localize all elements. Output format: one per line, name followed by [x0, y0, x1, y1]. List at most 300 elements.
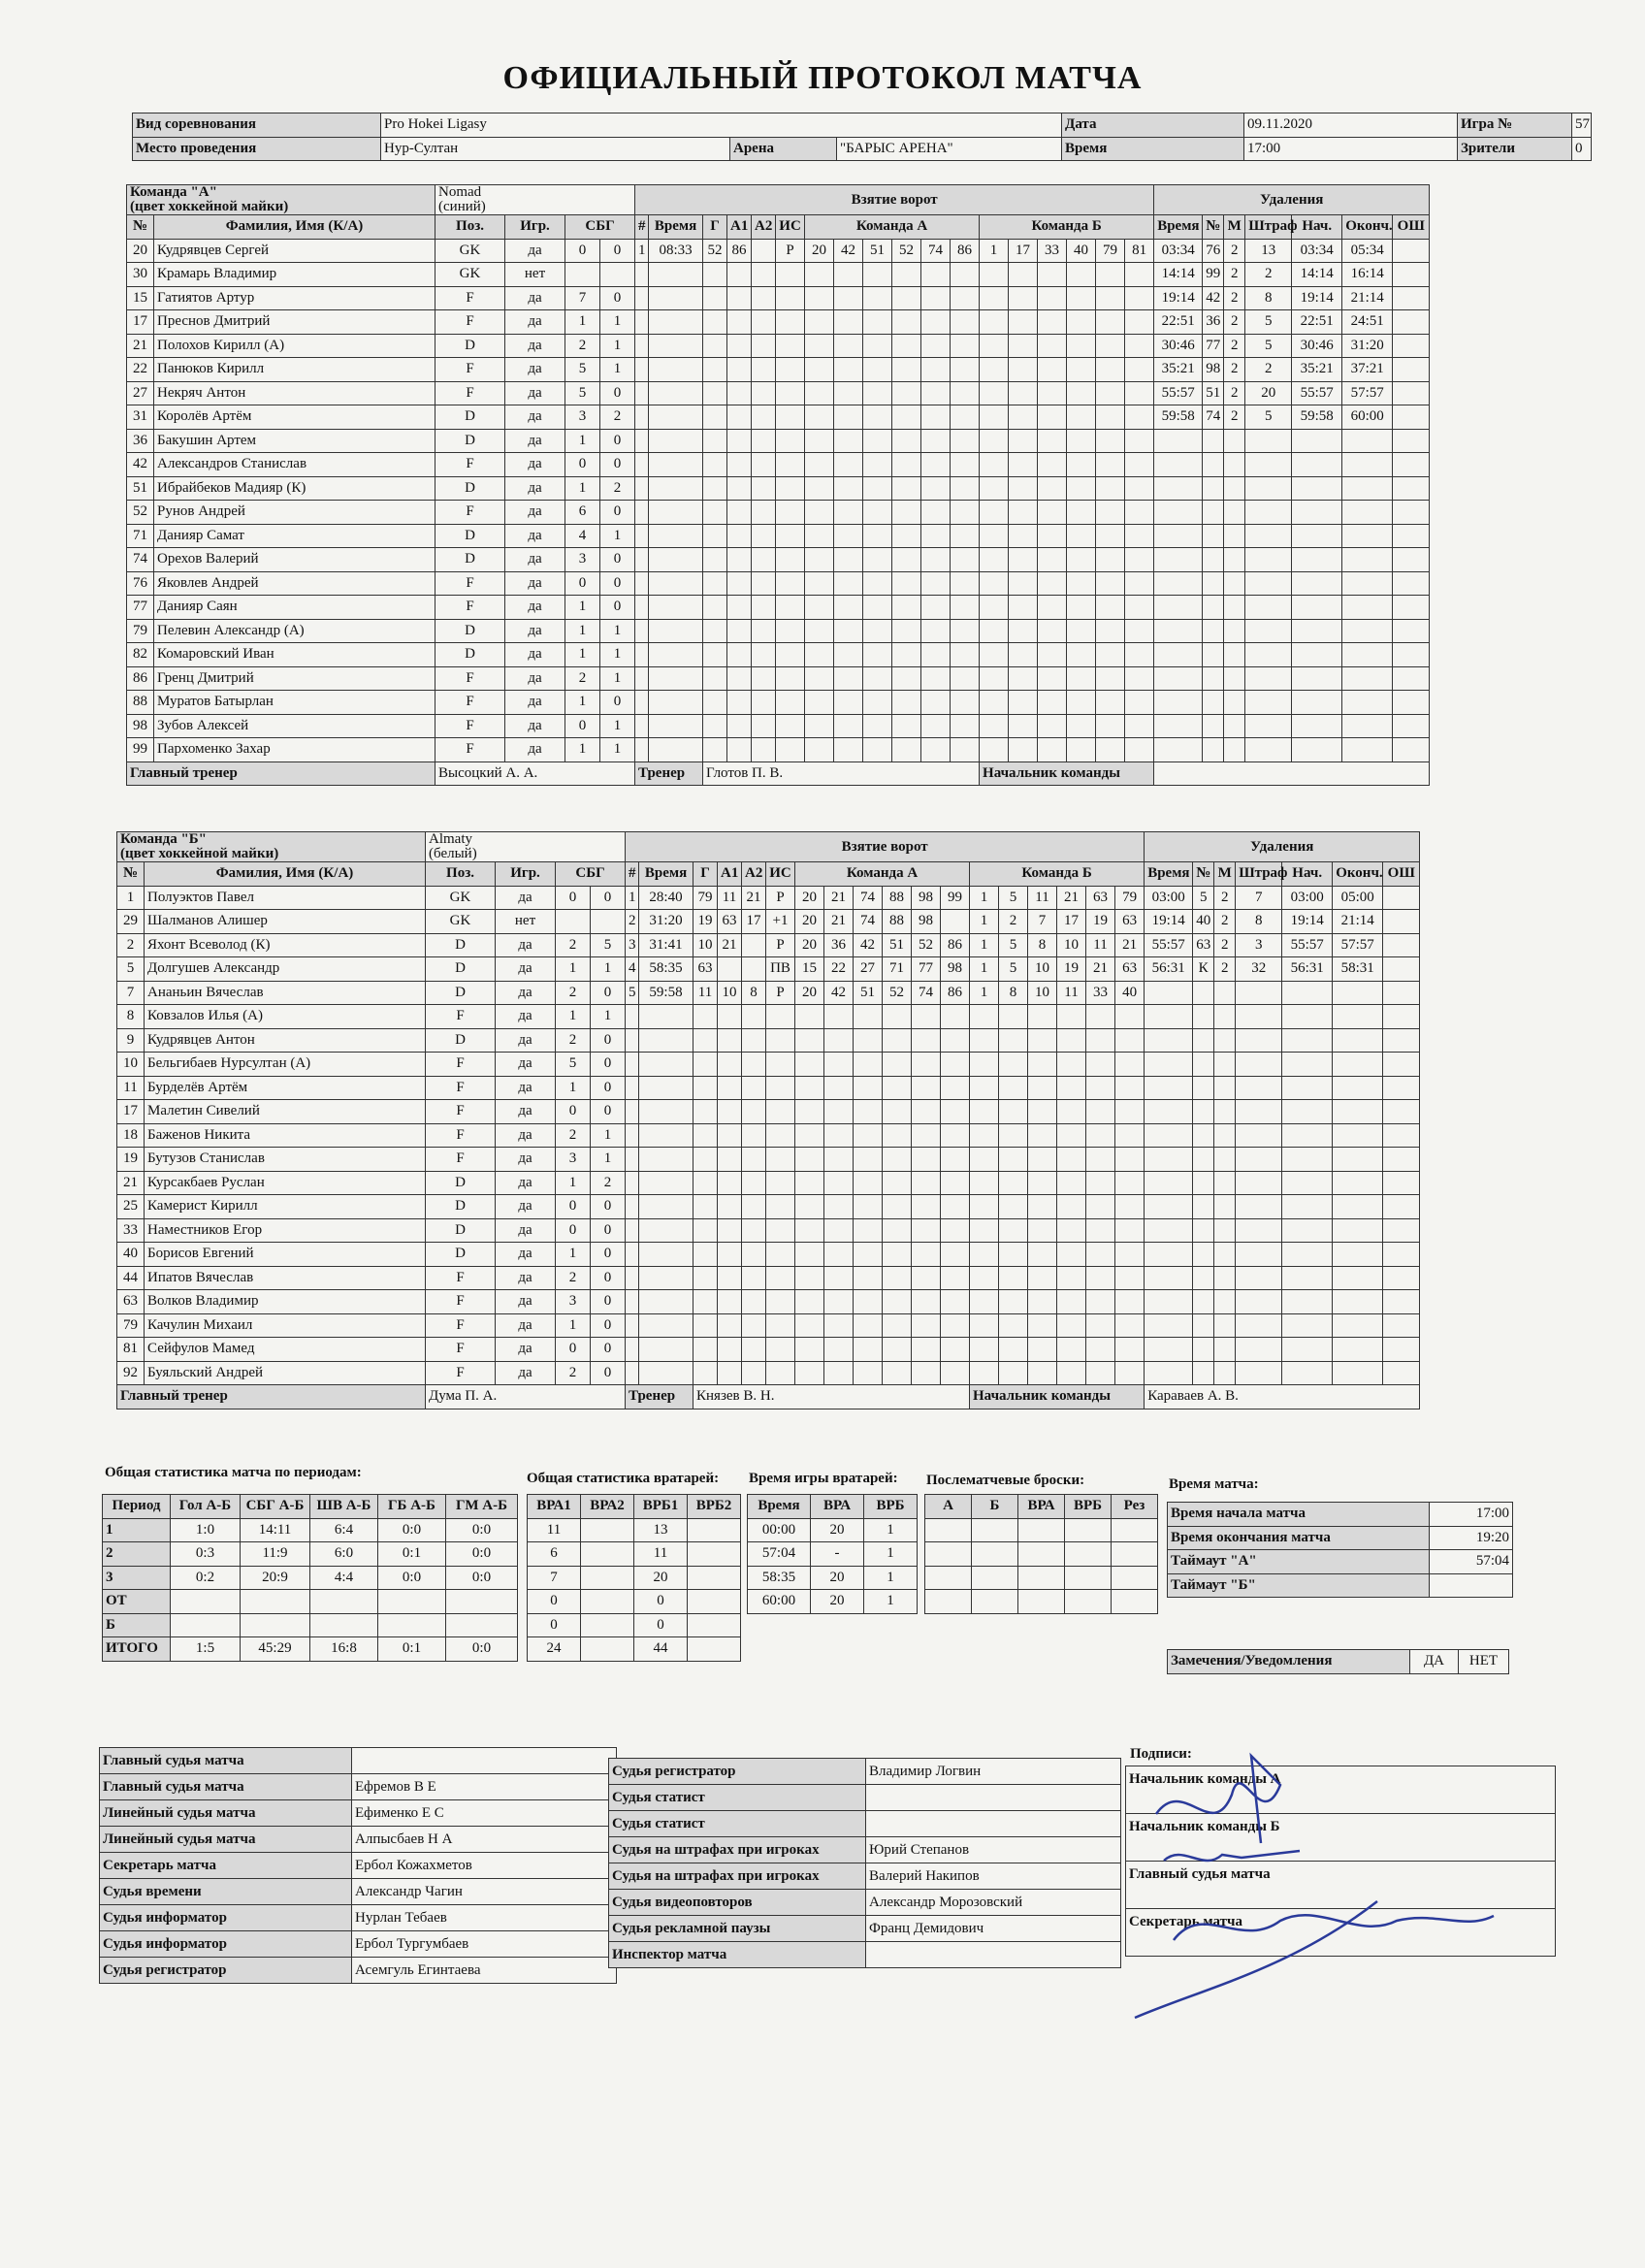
penalty-cell: 03:34 [1292, 239, 1342, 263]
goal-empty-cell [941, 1100, 970, 1124]
match-time-title: Время матча: [1169, 1476, 1259, 1492]
table-row [117, 910, 1420, 934]
goal-empty-cell [742, 1076, 766, 1100]
penalty-empty-cell [1203, 453, 1224, 477]
table-row [127, 381, 1430, 405]
official-role: Судья рекламной паузы [609, 1916, 866, 1942]
goal-empty-cell [1038, 524, 1067, 548]
shootout-row-cell [972, 1542, 1018, 1567]
goal-empty-cell [752, 263, 776, 287]
goalie-stat-row-cell: 11 [634, 1542, 688, 1567]
player-sbg-2: 1 [600, 619, 635, 643]
player-position: F [435, 310, 505, 335]
period-row-cell: 16:8 [310, 1637, 378, 1662]
penalty-empty-cell [1193, 1243, 1214, 1267]
remarks-no[interactable]: НЕТ [1459, 1650, 1509, 1674]
goal-empty-cell [626, 1266, 639, 1290]
table-row [117, 1123, 1420, 1148]
goal-situation: Р [766, 981, 795, 1005]
goal-empty-cell [649, 476, 703, 501]
penalty-cell: 99 [1203, 263, 1224, 287]
penalty-empty-cell [1292, 666, 1342, 691]
goal-empty-cell [1028, 1290, 1057, 1314]
player-sbg-1: 1 [565, 691, 600, 715]
penalty-empty-cell [1193, 1148, 1214, 1172]
goalie-time-row-cell: 1 [864, 1566, 918, 1590]
goal-empty-cell [1067, 571, 1096, 596]
goal-empty-cell [766, 1338, 795, 1362]
penalty-empty-cell [1214, 1028, 1236, 1053]
player-played: да [496, 1218, 556, 1243]
official-row [100, 1800, 617, 1827]
on-ice-a: 22 [824, 957, 854, 982]
penalty-empty-cell [1193, 1195, 1214, 1219]
official-role: Главный судья матча [100, 1748, 352, 1774]
goalie-stats-title: Общая статистика вратарей: [527, 1471, 720, 1486]
goal-empty-cell [752, 714, 776, 738]
official-name: Александр Чагин [352, 1879, 617, 1905]
goal-empty-cell [980, 714, 1009, 738]
goal-empty-cell [703, 310, 727, 335]
goal-empty-cell [805, 643, 834, 667]
goal-empty-cell [1125, 548, 1154, 572]
goal-empty-cell [999, 1313, 1028, 1338]
penalty-empty-cell [1236, 1123, 1282, 1148]
penalty-empty-cell [1333, 1005, 1383, 1029]
goal-empty-cell [912, 1028, 941, 1053]
goal-empty-cell [834, 643, 863, 667]
team-chief-label: Начальник команды [980, 761, 1154, 786]
goal-empty-cell [1096, 714, 1125, 738]
goal-empty-cell [863, 571, 892, 596]
goalie-stats-table [527, 1494, 741, 1662]
penalty-empty-cell [1236, 1243, 1282, 1267]
penalty-cell: 8 [1236, 910, 1282, 934]
penalty-empty-cell [1292, 596, 1342, 620]
col-team-a-on-ice: Команда А [795, 862, 970, 887]
goal-assist1 [718, 957, 742, 982]
official-role: Судья регистратор [609, 1759, 866, 1785]
official-name [866, 1785, 1121, 1811]
goal-empty-cell [805, 334, 834, 358]
penalty-cell: 8 [1245, 286, 1292, 310]
penalty-empty-cell [1292, 429, 1342, 453]
goal-empty-cell [649, 619, 703, 643]
player-position: D [435, 548, 505, 572]
goal-empty-cell [805, 596, 834, 620]
penalty-cell: 05:34 [1342, 239, 1393, 263]
team-heading [127, 185, 435, 215]
goal-empty-cell [921, 666, 951, 691]
goal-empty-cell [693, 1243, 718, 1267]
coach-label: Тренер [626, 1385, 693, 1409]
goal-empty-cell [742, 1361, 766, 1385]
penalty-cell: 03:00 [1145, 886, 1193, 910]
player-position: F [426, 1053, 496, 1077]
penalty-cell: 35:21 [1292, 358, 1342, 382]
goal-empty-cell [912, 1005, 941, 1029]
period-row-cell: 0:0 [446, 1566, 518, 1590]
goal-empty-cell [951, 643, 980, 667]
goal-empty-cell [1067, 453, 1096, 477]
goal-empty-cell [1125, 286, 1154, 310]
goal-empty-cell [1086, 1266, 1115, 1290]
penalty-empty-cell [1342, 501, 1393, 525]
penalty-cell: 7 [1236, 886, 1282, 910]
goalie-stat-row-cell [688, 1518, 741, 1542]
official-row [609, 1942, 1121, 1968]
goal-empty-cell [693, 1053, 718, 1077]
goal-empty-cell [912, 1361, 941, 1385]
goal-empty-cell [1096, 263, 1125, 287]
goal-empty-cell [834, 310, 863, 335]
on-ice-a: 86 [941, 933, 970, 957]
goal-assist2 [742, 933, 766, 957]
period-row-cell: 0:0 [446, 1542, 518, 1567]
penalty-empty-cell [1236, 1313, 1282, 1338]
player-position: F [435, 381, 505, 405]
official-role: Судья на штрафах при игроках [609, 1837, 866, 1863]
goal-empty-cell [639, 1148, 693, 1172]
player-name: Комаровский Иван [154, 643, 435, 667]
player-played: да [496, 1123, 556, 1148]
goal-empty-cell [1096, 571, 1125, 596]
penalty-empty-cell [1145, 1218, 1193, 1243]
penalty-cell: 77 [1203, 334, 1224, 358]
place-value: Нур-Султан [381, 137, 730, 161]
official-role: Секретарь матча [100, 1853, 352, 1879]
player-position: F [426, 1266, 496, 1290]
goal-assist1: 11 [718, 886, 742, 910]
goal-empty-cell [921, 643, 951, 667]
goal-empty-cell [1125, 738, 1154, 762]
goal-empty-cell [776, 334, 805, 358]
goal-empty-cell [854, 1148, 883, 1172]
goal-empty-cell [941, 1171, 970, 1195]
penalty-empty-cell [1224, 571, 1245, 596]
player-sbg-1: 6 [565, 501, 600, 525]
goal-empty-cell [626, 1243, 639, 1267]
goal-empty-cell [1115, 1123, 1145, 1148]
penalty-empty-cell [1154, 619, 1203, 643]
goal-empty-cell [1028, 1266, 1057, 1290]
penalty-empty-cell [1203, 524, 1224, 548]
col-sbg: СБГ [565, 215, 635, 240]
penalty-empty-cell [1342, 429, 1393, 453]
penalty-empty-cell [1342, 453, 1393, 477]
goal-empty-cell [1038, 358, 1067, 382]
goalie-time-row-cell: 57:04 [748, 1542, 811, 1567]
penalty-cell: 21:14 [1342, 286, 1393, 310]
goal-empty-cell [693, 1028, 718, 1053]
player-number: 79 [117, 1313, 145, 1338]
goal-empty-cell [1009, 381, 1038, 405]
penalty-empty-cell [1224, 619, 1245, 643]
goal-empty-cell [649, 524, 703, 548]
goal-assist2: 21 [742, 886, 766, 910]
penalty-cell: 19:14 [1292, 286, 1342, 310]
period-row [103, 1518, 518, 1542]
penalty-empty-cell [1292, 501, 1342, 525]
goal-empty-cell [805, 738, 834, 762]
period-row-cell: 0:0 [446, 1637, 518, 1662]
player-sbg-1: 5 [565, 358, 600, 382]
goal-empty-cell [1038, 666, 1067, 691]
goal-empty-cell [693, 1266, 718, 1290]
goal-empty-cell [1125, 524, 1154, 548]
goal-empty-cell [912, 1243, 941, 1267]
goal-assist1: 21 [718, 933, 742, 957]
signature-referee [1174, 1915, 1494, 1940]
player-position: F [426, 1361, 496, 1385]
penalty-empty-cell [1193, 1338, 1214, 1362]
goal-empty-cell [776, 691, 805, 715]
penalty-cell: 2 [1214, 886, 1236, 910]
goal-empty-cell [863, 334, 892, 358]
col-pos: Поз. [426, 862, 496, 887]
goal-empty-cell [766, 1053, 795, 1077]
player-position: F [426, 1148, 496, 1172]
penalty-empty-cell [1342, 666, 1393, 691]
goal-empty-cell [854, 1195, 883, 1219]
penalty-empty-cell [1333, 1076, 1383, 1100]
head-coach-value: Высоцкий А. А. [435, 761, 635, 786]
official-name: Юрий Степанов [866, 1837, 1121, 1863]
goal-empty-cell [649, 453, 703, 477]
goal-empty-cell [1125, 358, 1154, 382]
penalty-empty-cell [1145, 1053, 1193, 1077]
player-name: Наместников Егор [145, 1218, 426, 1243]
goal-empty-cell [776, 524, 805, 548]
goal-empty-cell [635, 358, 649, 382]
goal-empty-cell [1115, 1171, 1145, 1195]
goal-num: 1 [626, 886, 639, 910]
player-sbg-2: 0 [591, 1028, 626, 1053]
goal-empty-cell [1067, 334, 1096, 358]
player-sbg-2: 0 [600, 381, 635, 405]
signature-chief-a [1156, 1756, 1280, 1843]
goal-empty-cell [626, 1361, 639, 1385]
col-assist2: А2 [742, 862, 766, 887]
header-cell: ВРА [1018, 1495, 1065, 1519]
penalty-empty-cell [1393, 666, 1430, 691]
goal-empty-cell [999, 1243, 1028, 1267]
official-row [100, 1853, 617, 1879]
col-pen-num: № [1203, 215, 1224, 240]
goal-empty-cell [980, 643, 1009, 667]
goal-empty-cell [980, 263, 1009, 287]
goal-empty-cell [1115, 1053, 1145, 1077]
goal-empty-cell [1067, 501, 1096, 525]
goal-empty-cell [863, 310, 892, 335]
goal-empty-cell [1038, 429, 1067, 453]
on-ice-b: 40 [1067, 239, 1096, 263]
goal-empty-cell [1009, 738, 1038, 762]
penalty-empty-cell [1292, 714, 1342, 738]
player-sbg-1: 1 [556, 1005, 591, 1029]
goal-empty-cell [649, 405, 703, 430]
player-position: F [435, 501, 505, 525]
goal-empty-cell [639, 1338, 693, 1362]
penalty-empty-cell [1154, 643, 1203, 667]
goal-empty-cell [1086, 1100, 1115, 1124]
period-row-cell: 1:5 [171, 1637, 241, 1662]
goal-empty-cell [1067, 548, 1096, 572]
time-label: Время [1062, 137, 1244, 161]
penalty-cell: 2 [1224, 334, 1245, 358]
player-sbg-2: 2 [600, 405, 635, 430]
goal-empty-cell [805, 524, 834, 548]
penalty-empty-cell [1214, 1361, 1236, 1385]
goal-empty-cell [1067, 619, 1096, 643]
player-number: 21 [127, 334, 154, 358]
goal-assist1: 10 [718, 981, 742, 1005]
official-row [609, 1837, 1121, 1863]
shootout-row-cell [1065, 1542, 1112, 1567]
penalty-empty-cell [1224, 643, 1245, 667]
goal-empty-cell [892, 286, 921, 310]
goal-empty-cell [795, 1148, 824, 1172]
player-name: Бакушин Артем [154, 429, 435, 453]
player-sbg-2: 0 [600, 596, 635, 620]
goal-empty-cell [639, 1028, 693, 1053]
goalie-stat-row-cell [581, 1613, 634, 1637]
goal-empty-cell [951, 358, 980, 382]
on-ice-b: 1 [970, 981, 999, 1005]
goal-empty-cell [863, 738, 892, 762]
on-ice-a: 52 [912, 933, 941, 957]
penalty-empty-cell [1145, 1338, 1193, 1362]
header-cell: Период [103, 1495, 171, 1519]
goal-empty-cell [1038, 619, 1067, 643]
on-ice-a: 51 [863, 239, 892, 263]
goal-empty-cell [635, 429, 649, 453]
goal-empty-cell [970, 1290, 999, 1314]
on-ice-b: 8 [999, 981, 1028, 1005]
goal-empty-cell [980, 596, 1009, 620]
goal-empty-cell [863, 524, 892, 548]
penalty-empty-cell [1224, 501, 1245, 525]
goal-empty-cell [863, 405, 892, 430]
goal-empty-cell [970, 1100, 999, 1124]
goal-empty-cell [1028, 1361, 1057, 1385]
goal-empty-cell [980, 405, 1009, 430]
penalty-cell: 5 [1245, 334, 1292, 358]
shootout-row-cell [1112, 1518, 1158, 1542]
goal-empty-cell [1125, 643, 1154, 667]
penalty-empty-cell [1203, 501, 1224, 525]
goal-empty-cell [649, 666, 703, 691]
player-position: D [435, 619, 505, 643]
player-sbg-1: 5 [565, 381, 600, 405]
player-sbg-2: 1 [600, 334, 635, 358]
goal-empty-cell [727, 738, 752, 762]
goal-empty-cell [912, 1100, 941, 1124]
penalty-cell: 2 [1224, 239, 1245, 263]
header-cell: Рез [1112, 1495, 1158, 1519]
goal-empty-cell [1028, 1123, 1057, 1148]
player-position: F [435, 596, 505, 620]
player-sbg-1: 0 [565, 571, 600, 596]
goal-empty-cell [752, 666, 776, 691]
goal-empty-cell [980, 691, 1009, 715]
goal-empty-cell [863, 381, 892, 405]
penalty-empty-cell [1292, 619, 1342, 643]
player-number: 1 [117, 886, 145, 910]
goal-empty-cell [941, 1338, 970, 1362]
goal-empty-cell [1057, 1028, 1086, 1053]
goal-empty-cell [999, 1171, 1028, 1195]
penalty-empty-cell [1342, 476, 1393, 501]
goal-empty-cell [834, 666, 863, 691]
goal-empty-cell [980, 358, 1009, 382]
goal-empty-cell [718, 1290, 742, 1314]
goal-empty-cell [626, 1100, 639, 1124]
penalty-empty-cell [1214, 1338, 1236, 1362]
team-name: Nomad [438, 184, 482, 200]
penalty-cell: 5 [1193, 886, 1214, 910]
player-name: Пархоменко Захар [154, 738, 435, 762]
goal-empty-cell [639, 1218, 693, 1243]
on-ice-a [941, 910, 970, 934]
goal-empty-cell [795, 1266, 824, 1290]
table-row [127, 666, 1430, 691]
penalty-cell: 56:31 [1145, 957, 1193, 982]
on-ice-b: 1 [970, 957, 999, 982]
on-ice-b: 1 [970, 886, 999, 910]
goal-empty-cell [883, 1313, 912, 1338]
goal-empty-cell [1096, 666, 1125, 691]
period-row-cell: ОТ [103, 1590, 171, 1614]
player-sbg-2: 0 [600, 548, 635, 572]
goal-scorer: 52 [703, 239, 727, 263]
goal-empty-cell [703, 429, 727, 453]
col-goal-num: # [626, 862, 639, 887]
penalty-cell: 20 [1245, 381, 1292, 405]
competition-label: Вид соревнования [133, 113, 381, 138]
spectators-label: Зрители [1458, 137, 1572, 161]
col-team-a-on-ice: Команда А [805, 215, 980, 240]
goal-empty-cell [951, 596, 980, 620]
penalty-cell: 40 [1193, 910, 1214, 934]
goal-empty-cell [863, 619, 892, 643]
goal-empty-cell [1067, 358, 1096, 382]
remarks-yes[interactable]: ДА [1410, 1650, 1459, 1674]
penalty-empty-cell [1282, 1243, 1333, 1267]
goal-empty-cell [883, 1005, 912, 1029]
period-row [103, 1590, 518, 1614]
col-goal-scorer: Г [693, 862, 718, 887]
table-row [127, 286, 1430, 310]
col-pen-time: Время [1154, 215, 1203, 240]
goal-empty-cell [1115, 1361, 1145, 1385]
goal-empty-cell [1096, 476, 1125, 501]
goal-empty-cell [951, 501, 980, 525]
goal-empty-cell [742, 1053, 766, 1077]
penalty-empty-cell [1203, 596, 1224, 620]
on-ice-a: 20 [795, 886, 824, 910]
player-played: да [505, 405, 565, 430]
goal-empty-cell [635, 571, 649, 596]
on-ice-b: 5 [999, 957, 1028, 982]
player-position: F [435, 691, 505, 715]
official-name: Ербол Кожахметов [352, 1853, 617, 1879]
shootout-row [925, 1590, 1158, 1614]
goal-empty-cell [635, 619, 649, 643]
official-row [100, 1958, 617, 1984]
player-number: 17 [117, 1100, 145, 1124]
goal-empty-cell [1125, 476, 1154, 501]
